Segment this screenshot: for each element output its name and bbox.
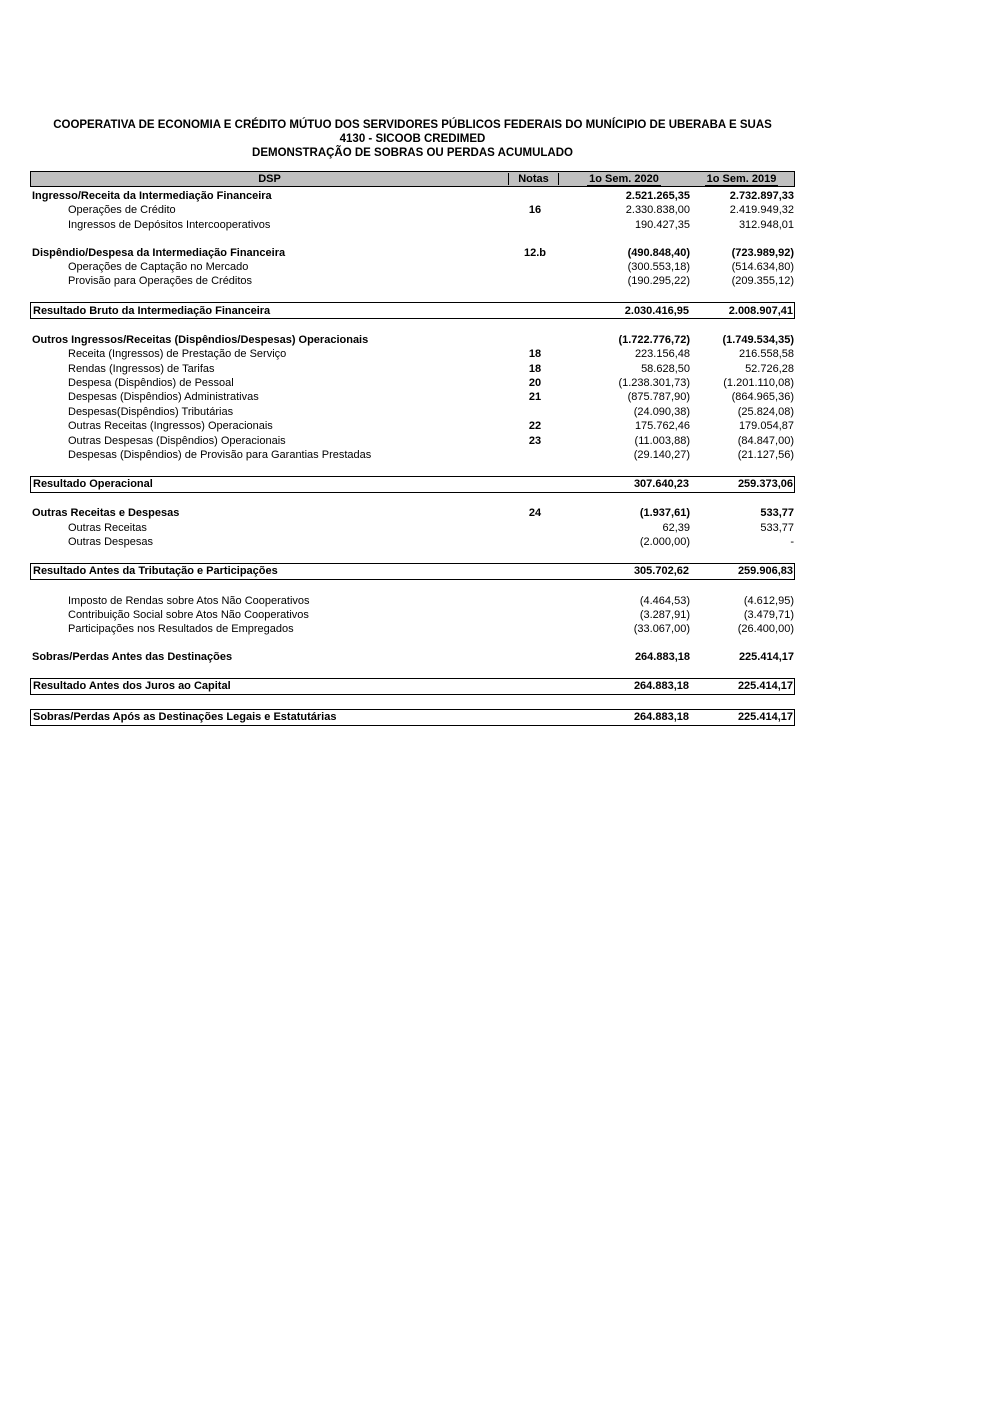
statement-title: DEMONSTRAÇÃO DE SOBRAS OU PERDAS ACUMULADO bbox=[252, 147, 573, 159]
row-notas bbox=[510, 333, 560, 347]
row-value-2019: (21.127,56) bbox=[737, 448, 794, 461]
row-value-2020: 58.628,50 bbox=[641, 362, 690, 375]
row-label: Despesas (Dispêndios) Administrativas bbox=[68, 391, 259, 404]
row-value-2020: (875.787,90) bbox=[627, 391, 690, 404]
header-dsp: DSP bbox=[31, 173, 509, 185]
row-value-2020: (3.287,91) bbox=[639, 608, 690, 621]
row-notas bbox=[510, 594, 560, 608]
row-value-2019: - bbox=[790, 536, 794, 549]
table-row bbox=[30, 362, 795, 376]
row-notas: 18 bbox=[528, 362, 542, 375]
row-notas: 21 bbox=[528, 391, 542, 404]
table-row bbox=[30, 448, 795, 462]
row-label: Resultado Operacional bbox=[33, 478, 153, 491]
table-row bbox=[30, 390, 795, 404]
row-value-2020: 264.883,18 bbox=[633, 680, 689, 693]
table-row bbox=[30, 333, 795, 347]
table-rows bbox=[30, 189, 795, 726]
table-row bbox=[30, 189, 795, 203]
spacer-row bbox=[30, 493, 795, 507]
row-label: Receita (Ingressos) de Prestação de Serviço bbox=[68, 348, 287, 361]
table-row bbox=[30, 218, 795, 232]
table-row bbox=[30, 434, 795, 448]
table-row bbox=[30, 476, 795, 493]
table-row bbox=[30, 506, 795, 520]
table-row bbox=[30, 608, 795, 622]
row-label: Outras Despesas bbox=[68, 536, 153, 549]
row-notas bbox=[510, 608, 560, 622]
spacer-row bbox=[30, 289, 795, 303]
row-value-2020: (1.937,61) bbox=[639, 507, 690, 520]
table-row bbox=[30, 650, 795, 664]
row-value-2020: 2.521.265,35 bbox=[625, 190, 690, 202]
row-value-2019: (723.989,92) bbox=[731, 246, 794, 259]
spacer-row bbox=[30, 580, 795, 594]
row-value-2020: 223.156,48 bbox=[634, 348, 690, 361]
table-row bbox=[30, 709, 795, 726]
row-value-2019: 2.732.897,33 bbox=[729, 190, 794, 202]
row-value-2019: 225.414,17 bbox=[737, 680, 793, 693]
row-value-2019: (4.612,95) bbox=[743, 594, 794, 607]
row-value-2020: 307.640,23 bbox=[633, 478, 689, 491]
row-label: Resultado Antes da Tributação e Participações bbox=[33, 565, 278, 578]
row-label: Ingressos de Depósitos Intercooperativos bbox=[68, 218, 271, 231]
row-label: Resultado Bruto da Intermediação Financeira bbox=[33, 304, 271, 317]
row-label: Despesas(Dispêndios) Tributárias bbox=[68, 405, 234, 418]
header-period-2020-label: 1o Sem. 2020 bbox=[589, 173, 659, 185]
row-value-2019: 225.414,17 bbox=[737, 710, 793, 723]
row-value-2020: (1.722.776,72) bbox=[618, 333, 690, 346]
row-notas: 23 bbox=[528, 434, 542, 447]
row-value-2020: 2.330.838,00 bbox=[625, 204, 690, 217]
row-value-2020: (33.067,00) bbox=[633, 623, 690, 636]
row-value-2020: 264.883,18 bbox=[633, 710, 689, 723]
row-label: Operações de Crédito bbox=[68, 204, 176, 217]
row-label: Ingresso/Receita da Intermediação Financeira bbox=[32, 190, 272, 202]
table-row bbox=[30, 203, 795, 217]
row-value-2020: 2.030.416,95 bbox=[624, 304, 689, 317]
table-row bbox=[30, 622, 795, 636]
row-notas bbox=[510, 535, 560, 549]
row-label: Despesas (Dispêndios) de Provisão para Garantias Prestadas bbox=[68, 448, 372, 461]
row-value-2019: 2.008.907,41 bbox=[728, 304, 793, 317]
row-value-2019: (514.634,80) bbox=[731, 261, 794, 274]
row-value-2020: 264.883,18 bbox=[634, 651, 690, 664]
row-value-2019: (84.847,00) bbox=[737, 434, 794, 447]
header-period-2020 bbox=[559, 173, 689, 185]
row-value-2019: (26.400,00) bbox=[737, 623, 794, 636]
row-notas: 24 bbox=[528, 507, 542, 520]
row-label: Outras Receitas (Ingressos) Operacionais bbox=[68, 420, 273, 433]
row-label: Operações de Captação no Mercado bbox=[68, 261, 249, 274]
table-row bbox=[30, 376, 795, 390]
row-label: Despesa (Dispêndios) de Pessoal bbox=[68, 377, 234, 390]
spacer-row bbox=[30, 665, 795, 679]
row-label: Outras Despesas (Dispêndios) Operacionais bbox=[68, 434, 286, 447]
row-value-2019: (3.479,71) bbox=[743, 608, 794, 621]
row-notas bbox=[510, 405, 560, 419]
row-notas bbox=[510, 189, 560, 203]
table-header-row bbox=[30, 171, 795, 187]
table-row bbox=[30, 302, 795, 319]
company-name: COOPERATIVA DE ECONOMIA E CRÉDITO MÚTUO DOS SERVIDORES PÚBLICOS FEDERAIS DO MUNÍCIPIO DE UBERABA E SUAS bbox=[53, 119, 772, 131]
row-value-2019: 216.558,58 bbox=[738, 348, 794, 361]
row-value-2019: 533,77 bbox=[760, 521, 794, 534]
row-label: Resultado Antes dos Juros ao Capital bbox=[33, 680, 231, 693]
row-value-2020: (2.000,00) bbox=[639, 536, 690, 549]
table-row bbox=[30, 594, 795, 608]
table-row bbox=[30, 678, 795, 695]
header-notas: Notas bbox=[509, 173, 559, 185]
row-value-2019: 225.414,17 bbox=[738, 651, 794, 664]
table-row bbox=[30, 405, 795, 419]
table-row bbox=[30, 260, 795, 274]
row-value-2020: (300.553,18) bbox=[627, 261, 690, 274]
row-value-2020: 62,39 bbox=[662, 521, 690, 534]
row-notas bbox=[510, 650, 560, 664]
spacer-row bbox=[30, 550, 795, 564]
spacer-row bbox=[30, 319, 795, 333]
table-row bbox=[30, 246, 795, 260]
header-period-2019-label: 1o Sem. 2019 bbox=[706, 173, 777, 185]
row-value-2020: 190.427,35 bbox=[634, 218, 690, 231]
row-value-2019: (209.355,12) bbox=[731, 275, 794, 288]
row-notas: 22 bbox=[528, 420, 542, 433]
row-label: Outras Receitas e Despesas bbox=[32, 507, 180, 520]
row-value-2019: 52.726,28 bbox=[745, 362, 794, 375]
row-notas: 12.b bbox=[523, 246, 546, 259]
document-title-block bbox=[30, 118, 795, 160]
table-row bbox=[30, 274, 795, 288]
row-label: Sobras/Perdas Após as Destinações Legais e Estatutárias bbox=[33, 710, 337, 723]
row-value-2019: (1.201.110,08) bbox=[723, 377, 794, 390]
table-row bbox=[30, 535, 795, 549]
row-notas bbox=[510, 260, 560, 274]
row-value-2020: (29.140,27) bbox=[633, 448, 690, 461]
financial-statement-document bbox=[30, 118, 795, 726]
row-label: Participações nos Resultados de Empregados bbox=[68, 623, 294, 636]
row-label: Rendas (Ingressos) de Tarifas bbox=[68, 362, 215, 375]
row-notas bbox=[510, 274, 560, 288]
row-value-2019: 2.419.949,32 bbox=[729, 204, 794, 217]
row-value-2020: (24.090,38) bbox=[633, 405, 690, 418]
row-label: Imposto de Rendas sobre Atos Não Cooperativos bbox=[68, 594, 310, 607]
row-label: Dispêndio/Despesa da Intermediação Financeira bbox=[32, 246, 286, 259]
row-value-2020: (190.295,22) bbox=[627, 275, 690, 288]
table-row bbox=[30, 521, 795, 535]
row-value-2020: (4.464,53) bbox=[639, 594, 690, 607]
row-value-2019: 259.906,83 bbox=[737, 565, 793, 578]
cooperative-code: 4130 - SICOOB CREDIMED bbox=[339, 133, 486, 145]
row-notas bbox=[510, 448, 560, 462]
row-label: Sobras/Perdas Antes das Destinações bbox=[32, 651, 233, 664]
table-row bbox=[30, 419, 795, 433]
row-value-2020: (11.003,88) bbox=[634, 434, 690, 447]
header-period-2019 bbox=[689, 173, 794, 185]
row-value-2019: (25.824,08) bbox=[737, 405, 794, 418]
row-value-2020: (490.848,40) bbox=[627, 246, 690, 259]
row-notas bbox=[510, 218, 560, 232]
row-notas bbox=[510, 521, 560, 535]
row-value-2019: 179.054,87 bbox=[738, 420, 794, 433]
spacer-row bbox=[30, 637, 795, 651]
row-label: Outros Ingressos/Receitas (Dispêndios/Despesas) Operacionais bbox=[32, 333, 369, 346]
table-row bbox=[30, 347, 795, 361]
row-value-2019: (864.965,36) bbox=[731, 391, 794, 404]
spacer-row bbox=[30, 232, 795, 246]
spacer-row bbox=[30, 462, 795, 476]
row-label: Outras Receitas bbox=[68, 521, 147, 534]
row-value-2019: 312.948,01 bbox=[738, 218, 794, 231]
row-label: Provisão para Operações de Créditos bbox=[68, 275, 253, 288]
row-value-2019: 533,77 bbox=[760, 507, 794, 520]
table-row bbox=[30, 563, 795, 580]
spacer-row bbox=[30, 695, 795, 709]
row-label: Contribuição Social sobre Atos Não Cooperativos bbox=[68, 608, 309, 621]
row-value-2019: (1.749.534,35) bbox=[722, 333, 794, 346]
row-notas: 16 bbox=[528, 204, 542, 217]
row-notas: 18 bbox=[528, 348, 542, 361]
row-value-2020: (1.238.301,73) bbox=[618, 377, 690, 390]
row-value-2020: 305.702,62 bbox=[633, 565, 689, 578]
row-value-2019: 259.373,06 bbox=[737, 478, 793, 491]
row-notas bbox=[510, 622, 560, 636]
row-notas: 20 bbox=[528, 377, 542, 390]
row-value-2020: 175.762,46 bbox=[634, 420, 690, 433]
